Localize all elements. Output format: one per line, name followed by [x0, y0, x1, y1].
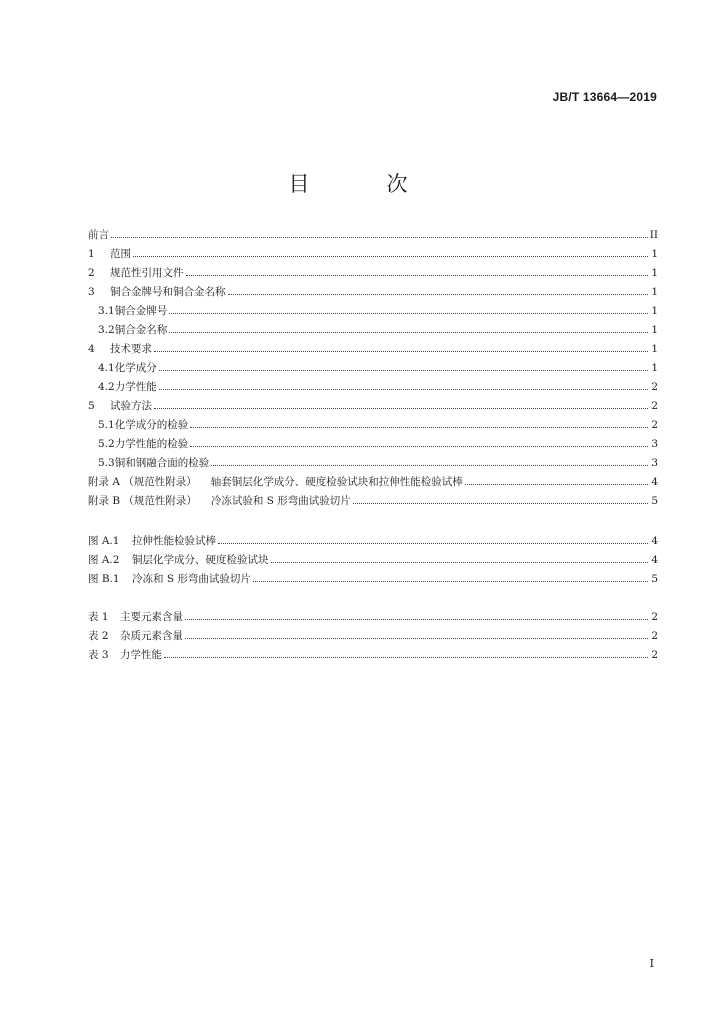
leader-dots — [185, 637, 648, 639]
toc-entry[interactable] — [88, 283, 658, 302]
toc-entry-label: 冷冻试验和 S 形弯曲试验切片 — [210, 495, 351, 507]
leader-dots — [169, 331, 648, 333]
toc-entry-number: 表 1 — [88, 611, 109, 623]
toc-tables-section — [88, 608, 658, 665]
toc-entry-label: 规范性引用文件 — [110, 267, 184, 279]
toc-entry[interactable] — [88, 551, 658, 570]
toc-entry-page: 1 — [651, 324, 658, 336]
toc-entry[interactable] — [88, 435, 658, 454]
toc-entry-page: 5 — [651, 495, 658, 507]
toc-entry-label: 力学性能 — [120, 649, 162, 661]
toc-entry-label: 化学成分 — [114, 362, 157, 374]
toc-entry-number: 图 A.2 — [88, 554, 120, 566]
toc-entry[interactable] — [88, 608, 658, 627]
toc-entry-label: 冷冻和 S 形弯曲试验切片 — [132, 573, 251, 585]
toc-entry-page: 4 — [651, 476, 658, 488]
toc-entry-page: 3 — [651, 438, 658, 450]
toc-entry-number: 1 — [88, 248, 95, 260]
toc-main-section — [88, 226, 658, 511]
leader-dots — [159, 369, 648, 371]
toc-entry[interactable] — [88, 340, 658, 359]
toc-entry-label: 化学成分的检验 — [114, 419, 189, 431]
toc-entry[interactable] — [88, 245, 658, 264]
toc-entry-page: 1 — [651, 286, 658, 298]
toc-entry-label: 力学性能的检验 — [114, 438, 189, 450]
toc-entry-label: 技术要求 — [110, 343, 152, 355]
toc-entry[interactable] — [88, 532, 658, 551]
leader-dots — [133, 255, 648, 257]
toc-entry-page: 2 — [651, 630, 658, 642]
leader-dots — [169, 312, 648, 314]
toc-entry-number: 图 B.1 — [88, 573, 120, 585]
toc-entry-label: 杂质元素含量 — [120, 630, 183, 642]
toc-entry-number: 3 — [88, 286, 95, 298]
leader-dots — [164, 656, 648, 658]
leader-dots — [190, 445, 648, 447]
toc-entry-page: 2 — [651, 381, 658, 393]
toc-entry[interactable] — [88, 416, 658, 435]
leader-dots — [253, 580, 648, 582]
leader-dots — [190, 426, 648, 428]
toc-entry-page: 4 — [651, 554, 658, 566]
toc-entry-number: 4.2 — [98, 381, 115, 393]
toc-entry-number: 附录 A （规范性附录） — [88, 476, 197, 488]
toc-entry-number: 5.3 — [98, 457, 115, 469]
toc-entry-number: 附录 B （规范性附录） — [88, 495, 197, 507]
toc-entry-number: 2 — [88, 267, 95, 279]
toc-entry-page: 2 — [651, 649, 658, 661]
toc-entry-label: 主要元素含量 — [120, 611, 183, 623]
toc-entry[interactable] — [88, 302, 658, 321]
toc-entry-page: 1 — [651, 248, 658, 260]
toc-entry[interactable] — [88, 627, 658, 646]
leader-dots — [218, 542, 648, 544]
toc-entry-page: 1 — [651, 362, 658, 374]
leader-dots — [185, 618, 648, 620]
toc-entry-label: 试验方法 — [110, 400, 152, 412]
toc-entry-label: 轴套铜层化学成分、硬度检验试块和拉伸性能检验试棒 — [210, 476, 463, 488]
toc-entry-number: 5 — [88, 400, 95, 412]
page-title: 目 次 — [288, 172, 436, 196]
toc-entry-label: 铜合金牌号和铜合金名称 — [110, 286, 226, 298]
toc-entry-label: 铜合金牌号 — [114, 305, 168, 317]
toc-entry-number: 3.1 — [98, 305, 115, 317]
toc-entry-number: 4.1 — [98, 362, 115, 374]
leader-dots — [353, 502, 648, 504]
toc-entry-number: 4 — [88, 343, 95, 355]
toc-figures-section — [88, 532, 658, 589]
leader-dots — [211, 464, 648, 466]
leader-dots — [154, 407, 648, 409]
toc-entry-number: 表 2 — [88, 630, 109, 642]
toc-entry[interactable] — [88, 570, 658, 589]
toc-entry-page: 2 — [651, 400, 658, 412]
toc-entry-page: 1 — [651, 343, 658, 355]
toc-entry[interactable] — [88, 264, 658, 283]
toc-entry-label: 拉伸性能检验试棒 — [132, 535, 216, 547]
toc-entry[interactable] — [88, 646, 658, 665]
leader-dots — [154, 350, 648, 352]
toc-entry-page: 1 — [651, 267, 658, 279]
page-number: I — [649, 957, 654, 970]
toc-entry-page: II — [649, 229, 658, 241]
toc-entry[interactable] — [88, 378, 658, 397]
toc-entry-label: 前言 — [88, 229, 109, 241]
toc-entry[interactable] — [88, 359, 658, 378]
toc-entry-label: 力学性能 — [114, 381, 157, 393]
toc-entry[interactable] — [88, 397, 658, 416]
leader-dots — [111, 236, 648, 238]
toc-entry-number: 图 A.1 — [88, 535, 120, 547]
leader-dots — [159, 388, 648, 390]
toc-entry[interactable] — [88, 492, 658, 511]
toc-entry-page: 1 — [651, 305, 658, 317]
toc-entry-label: 范围 — [110, 248, 131, 260]
toc-entry-page: 2 — [651, 611, 658, 623]
leader-dots — [228, 293, 649, 295]
toc-entry-number: 3.2 — [98, 324, 115, 336]
toc-entry-page: 3 — [651, 457, 658, 469]
toc-entry-label: 铜层化学成分、硬度检验试块 — [132, 554, 269, 566]
toc-entry[interactable] — [88, 454, 658, 473]
leader-dots — [271, 561, 649, 563]
toc-entry-number: 5.2 — [98, 438, 115, 450]
toc-entry-number: 5.1 — [98, 419, 115, 431]
toc-entry-label: 铜和钢融合面的检验 — [114, 457, 210, 469]
toc-entry[interactable] — [88, 226, 658, 245]
toc-entry[interactable] — [88, 321, 658, 340]
leader-dots — [186, 274, 649, 276]
toc-entry-page: 4 — [651, 535, 658, 547]
standard-number: JB/T 13664—2019 — [552, 90, 657, 104]
toc-entry-number: 表 3 — [88, 649, 109, 661]
toc-entry-page: 5 — [651, 573, 658, 585]
toc-entry-page: 2 — [651, 419, 658, 431]
leader-dots — [465, 483, 648, 485]
toc-entry[interactable] — [88, 473, 658, 492]
toc-entry-label: 铜合金名称 — [114, 324, 168, 336]
